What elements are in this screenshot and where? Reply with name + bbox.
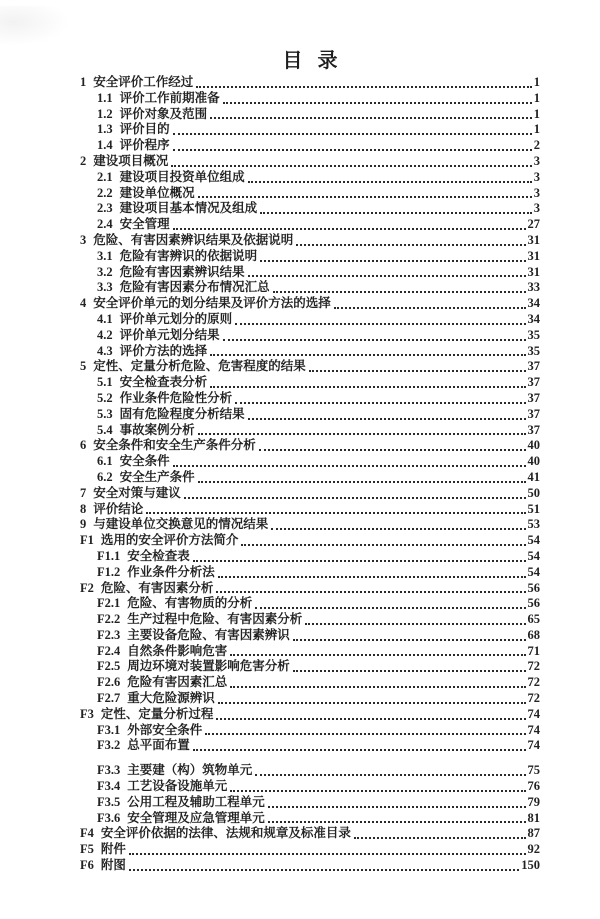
toc-entry-label: 评价结论 <box>93 501 144 516</box>
toc-entry-label: 公用工程及辅助工程单元 <box>127 794 265 809</box>
toc-entry-number: F3.4 <box>97 779 121 794</box>
toc-list <box>80 75 540 874</box>
dotted-leader <box>198 433 526 435</box>
toc-entry-number: 2.4 <box>97 217 113 232</box>
toc-entry-label: 定性、定量分析过程 <box>100 706 214 721</box>
toc-entry-label: 建设单位概况 <box>119 185 195 200</box>
toc-entry-number: 3 <box>80 232 87 247</box>
toc-entry-page: 87 <box>527 826 540 841</box>
dotted-leader <box>230 790 525 792</box>
dotted-leader <box>241 544 525 546</box>
toc-entry-number: 3.1 <box>97 248 113 263</box>
toc-entry-page: 27 <box>527 217 540 232</box>
toc-entry-number: F2 <box>80 580 94 595</box>
toc-entry-page: 34 <box>527 296 540 311</box>
toc-entry <box>80 280 540 296</box>
toc-entry <box>80 423 540 439</box>
toc-entry-label: 危险、有害因素辨识结果及依据说明 <box>93 232 294 247</box>
dotted-leader <box>305 623 525 625</box>
dotted-leader <box>193 749 526 751</box>
toc-entry <box>80 565 540 581</box>
toc-entry-label: 与建设单位交换意见的情况结果 <box>93 517 269 532</box>
toc-entry-number: 1 <box>80 75 87 89</box>
toc-entry-label: 自然条件影响危害 <box>127 643 228 658</box>
toc-entry-page: 37 <box>527 359 540 374</box>
dotted-leader <box>260 212 532 214</box>
toc-entry-label: 事故案例分析 <box>119 422 195 437</box>
toc-entry <box>80 186 540 202</box>
toc-entry <box>80 644 540 660</box>
toc-entry-page: 79 <box>527 794 540 809</box>
toc-entry-number: 1.3 <box>97 122 113 137</box>
toc-entry-page: 3 <box>533 185 540 200</box>
dotted-leader <box>223 102 532 104</box>
toc-entry <box>80 779 540 795</box>
dotted-leader <box>184 497 526 499</box>
toc-entry-label: 评价方法的选择 <box>119 343 208 358</box>
toc-entry-page: 35 <box>527 327 540 342</box>
dotted-leader <box>293 639 526 641</box>
dotted-leader <box>235 323 525 325</box>
toc-entry-number: 5.4 <box>97 422 113 437</box>
toc-entry-page: 54 <box>527 564 540 579</box>
toc-entry-number: 3.2 <box>97 264 113 279</box>
toc-entry <box>80 675 540 691</box>
toc-entry <box>80 612 540 628</box>
toc-entry <box>80 391 540 407</box>
toc-entry-label: 建设项目概况 <box>93 153 169 168</box>
toc-entry-page: 41 <box>527 469 540 484</box>
dotted-leader <box>216 591 525 593</box>
dotted-leader <box>230 686 525 688</box>
toc-entry <box>80 470 540 486</box>
toc-entry-label: 危险有害辨识的依据说明 <box>119 248 258 263</box>
toc-entry-number: 5.3 <box>97 406 113 421</box>
dotted-leader <box>198 481 526 483</box>
dotted-leader <box>296 244 525 246</box>
toc-entry-page: 37 <box>527 406 540 421</box>
toc-entry-number: F3.6 <box>97 810 121 825</box>
toc-entry <box>80 407 540 423</box>
toc-entry-label: 评价工作前期准备 <box>119 90 220 105</box>
toc-entry-page: 31 <box>527 248 540 263</box>
toc-entry-label: 评价目的 <box>119 122 170 137</box>
dotted-leader <box>171 165 531 167</box>
dotted-leader <box>205 733 525 735</box>
toc-entry-page: 72 <box>527 691 540 706</box>
toc-entry-page: 74 <box>527 738 540 753</box>
toc-entry-page: 1 <box>533 90 540 105</box>
dotted-leader <box>268 821 526 823</box>
dotted-leader <box>129 869 519 871</box>
toc-entry-label: 危险、有害因素分析 <box>100 580 214 595</box>
toc-entry-page: 33 <box>527 280 540 295</box>
toc-entry <box>80 842 540 858</box>
toc-entry-page: 3 <box>533 201 540 216</box>
toc-entry <box>80 763 540 779</box>
toc-entry-page: 72 <box>527 675 540 690</box>
toc-entry-page: 53 <box>527 517 540 532</box>
toc-entry-label: 总平面布置 <box>127 738 190 753</box>
toc-entry-label: 安全对策与建议 <box>93 485 181 500</box>
toc-entry-label: 作业条件危险性分析 <box>119 390 233 405</box>
dotted-leader <box>309 370 526 372</box>
dotted-leader <box>218 576 526 578</box>
toc-entry <box>80 723 540 739</box>
toc-entry <box>80 707 540 723</box>
toc-entry <box>80 217 540 233</box>
toc-entry <box>80 154 540 170</box>
toc-entry-label: 安全条件 <box>119 454 170 469</box>
toc-entry-number: F3.1 <box>97 722 121 737</box>
toc-entry-label: 作业条件分析法 <box>127 564 215 579</box>
toc-entry-number: F2.3 <box>97 627 121 642</box>
toc-entry-page: 3 <box>533 169 540 184</box>
toc-entry-number: 2 <box>80 153 87 168</box>
toc-entry <box>80 138 540 154</box>
toc-entry-label: 主要设备危险、有害因素辨识 <box>127 627 290 642</box>
toc-entry-page: 72 <box>527 659 540 674</box>
toc-entry-label: 安全检查表分析 <box>119 375 208 390</box>
dotted-leader <box>210 117 532 119</box>
toc-entry <box>80 296 540 312</box>
toc-entry-label: 评价单元划分结果 <box>119 327 220 342</box>
dotted-leader <box>198 196 532 198</box>
toc-entry-label: 生产过程中危险、有害因素分析 <box>127 612 303 627</box>
toc-entry-number: F3.5 <box>97 794 121 809</box>
toc-entry-number: 1.2 <box>97 106 113 121</box>
toc-entry-number: 4.1 <box>97 311 113 326</box>
toc-entry-label: 安全评价依据的法律、法规和规章及标准目录 <box>100 826 351 841</box>
toc-entry-page: 65 <box>527 612 540 627</box>
toc-entry-number: 3.3 <box>97 280 113 295</box>
toc-entry-page: 56 <box>527 596 540 611</box>
toc-entry-page: 31 <box>527 264 540 279</box>
toc-entry-page: 1 <box>533 106 540 121</box>
dotted-leader <box>173 149 532 151</box>
toc-entry-label: 评价对象及范围 <box>119 106 208 121</box>
toc-entry-page: 31 <box>527 232 540 247</box>
toc-entry-page: 56 <box>527 580 540 595</box>
toc-entry-number: F2.4 <box>97 643 121 658</box>
dotted-leader <box>248 275 526 277</box>
toc-entry-page: 1 <box>533 75 540 89</box>
toc-entry-number: F1.1 <box>97 548 121 563</box>
toc-entry <box>80 122 540 138</box>
toc-entry <box>80 375 540 391</box>
toc-entry-label: 安全管理及应急管理单元 <box>127 810 265 825</box>
toc-entry <box>80 502 540 518</box>
toc-entry <box>80 328 540 344</box>
toc-entry-number: 5 <box>80 359 87 374</box>
toc-entry-number: 5.1 <box>97 375 113 390</box>
toc-entry-page: 1 <box>533 122 540 137</box>
toc-entry <box>80 517 540 533</box>
toc-entry-page: 51 <box>527 501 540 516</box>
toc-entry <box>80 249 540 265</box>
toc-entry-page: 54 <box>527 533 540 548</box>
toc-entry-page: 40 <box>527 438 540 453</box>
toc-entry <box>80 549 540 565</box>
toc-entry-number: F2.1 <box>97 596 121 611</box>
toc-entry-number: F6 <box>80 858 94 873</box>
dotted-leader <box>173 465 526 467</box>
toc-entry-number: 5.2 <box>97 390 113 405</box>
toc-entry-number: 6.2 <box>97 469 113 484</box>
toc-entry-number: F2.7 <box>97 691 121 706</box>
toc-entry-page: 75 <box>527 763 540 778</box>
dotted-leader <box>146 512 525 514</box>
toc-entry-page: 68 <box>527 627 540 642</box>
scan-artifact <box>0 6 70 46</box>
dotted-leader <box>223 339 526 341</box>
dotted-leader <box>196 86 531 88</box>
toc-entry-page: 81 <box>527 810 540 825</box>
toc-entry-page: 74 <box>527 706 540 721</box>
toc-entry <box>80 201 540 217</box>
toc-entry-number: 6.1 <box>97 454 113 469</box>
toc-entry <box>80 75 540 91</box>
toc-entry-page: 2 <box>533 138 540 153</box>
toc-entry-page: 74 <box>527 722 540 737</box>
dotted-leader <box>268 806 526 808</box>
toc-entry-page: 35 <box>527 343 540 358</box>
toc-entry-number: F2.5 <box>97 659 121 674</box>
toc-entry-label: 危险有害因素汇总 <box>127 675 228 690</box>
toc-entry-number: 1.4 <box>97 138 113 153</box>
dotted-leader <box>271 528 525 530</box>
toc-entry-number: F5 <box>80 842 94 857</box>
toc-entry-page: 150 <box>521 858 540 873</box>
dotted-leader <box>173 133 532 135</box>
toc-entry <box>80 344 540 360</box>
toc-entry-number: 4.3 <box>97 343 113 358</box>
toc-entry-page: 76 <box>527 779 540 794</box>
toc-entry-number: F3 <box>80 706 94 721</box>
toc-entry-label: 建设项目基本情况及组成 <box>119 201 258 216</box>
toc-entry <box>80 486 540 502</box>
toc-entry-number: 2.1 <box>97 169 113 184</box>
toc-entry <box>80 811 540 827</box>
toc-entry-number: F1 <box>80 533 94 548</box>
toc-entry <box>80 581 540 597</box>
dotted-leader <box>293 670 526 672</box>
toc-entry-page: 37 <box>527 422 540 437</box>
toc-entry-label: 选用的安全评价方法简介 <box>100 533 239 548</box>
dotted-leader <box>259 449 526 451</box>
page-title: 目 录 <box>282 50 343 72</box>
dotted-leader <box>218 702 526 704</box>
toc-entry-number: F3.3 <box>97 763 121 778</box>
toc-entry-label: 危险有害因素分布情况汇总 <box>119 280 270 295</box>
toc-entry-page: 50 <box>527 485 540 500</box>
toc-entry <box>80 454 540 470</box>
toc-entry-number: 6 <box>80 438 87 453</box>
toc-entry-page: 54 <box>527 548 540 563</box>
toc-entry <box>80 107 540 123</box>
dotted-leader <box>210 386 525 388</box>
toc-entry-label: 附件 <box>100 842 126 857</box>
toc-entry <box>80 659 540 675</box>
toc-entry <box>80 795 540 811</box>
toc-entry-number: F1.2 <box>97 564 121 579</box>
toc-entry-number: 2.2 <box>97 185 113 200</box>
toc-entry-page: 34 <box>527 311 540 326</box>
toc-entry-label: 评价程序 <box>119 138 170 153</box>
toc-entry-label: 主要建（构）筑物单元 <box>127 763 253 778</box>
toc-entry-label: 建设项目投资单位组成 <box>119 169 245 184</box>
toc-entry-page: 37 <box>527 375 540 390</box>
toc-entry <box>80 628 540 644</box>
toc-entry-number: 4 <box>80 296 87 311</box>
toc-entry-number: F2.6 <box>97 675 121 690</box>
toc-entry <box>80 359 540 375</box>
dotted-leader <box>173 228 526 230</box>
toc-entry <box>80 858 540 874</box>
toc-entry <box>80 826 540 842</box>
toc-entry-number: F2.2 <box>97 612 121 627</box>
dotted-leader <box>260 260 525 262</box>
toc-entry-label: 安全管理 <box>119 217 170 232</box>
toc-entry <box>80 596 540 612</box>
toc-entry-page: 37 <box>527 390 540 405</box>
toc-entry-label: 安全评价工作经过 <box>93 75 194 89</box>
toc-entry-number: 7 <box>80 485 87 500</box>
toc-entry-number: 9 <box>80 517 87 532</box>
dotted-leader <box>235 402 525 404</box>
toc-entry-page: 71 <box>527 643 540 658</box>
toc-entry-label: 附图 <box>100 858 126 873</box>
toc-entry <box>80 170 540 186</box>
toc-entry <box>80 438 540 454</box>
toc-entry-number: 4.2 <box>97 327 113 342</box>
toc-entry <box>80 738 540 754</box>
dotted-leader <box>248 418 526 420</box>
toc-entry-number: F4 <box>80 826 94 841</box>
toc-entry-number: 2.3 <box>97 201 113 216</box>
toc-entry-page: 3 <box>533 153 540 168</box>
toc-entry-label: 定性、定量分析危险、危害程度的结果 <box>93 359 306 374</box>
dotted-leader <box>273 291 526 293</box>
toc-entry-page: 40 <box>527 454 540 469</box>
toc-entry <box>80 91 540 107</box>
toc-entry-label: 安全评价单元的划分结果及评价方法的选择 <box>93 296 331 311</box>
toc-entry-label: 危险、有害物质的分析 <box>127 596 253 611</box>
dotted-leader <box>230 654 525 656</box>
toc-entry <box>80 265 540 281</box>
toc-entry <box>80 312 540 328</box>
dotted-leader <box>216 718 525 720</box>
toc-entry-number: 1.1 <box>97 90 113 105</box>
dotted-leader <box>248 181 532 183</box>
toc-entry <box>80 233 540 249</box>
toc-entry-number: 8 <box>80 501 87 516</box>
dotted-leader <box>354 837 526 839</box>
toc-entry-label: 评价单元划分的原则 <box>119 311 233 326</box>
toc-entry-label: 外部安全条件 <box>127 722 203 737</box>
toc-entry-label: 危险有害因素辨识结果 <box>119 264 245 279</box>
toc-entry-label: 安全条件和安全生产条件分析 <box>93 438 256 453</box>
toc-entry-label: 安全生产条件 <box>119 469 195 484</box>
dotted-leader <box>334 307 526 309</box>
dotted-leader <box>255 607 525 609</box>
dotted-leader <box>210 354 525 356</box>
dotted-leader <box>129 853 526 855</box>
toc-entry-label: 周边环境对装置影响危害分析 <box>127 659 290 674</box>
dotted-leader <box>193 560 526 562</box>
toc-entry <box>80 533 540 549</box>
dotted-leader <box>255 774 525 776</box>
toc-entry-label: 重大危险源辨识 <box>127 691 215 706</box>
toc-entry-label: 安全检查表 <box>127 548 190 563</box>
toc-entry-label: 工艺设备设施单元 <box>127 779 228 794</box>
toc-entry-number: F3.2 <box>97 738 121 753</box>
toc-entry <box>80 691 540 707</box>
toc-entry-label: 固有危险程度分析结果 <box>119 406 245 421</box>
toc-entry-page: 92 <box>527 842 540 857</box>
